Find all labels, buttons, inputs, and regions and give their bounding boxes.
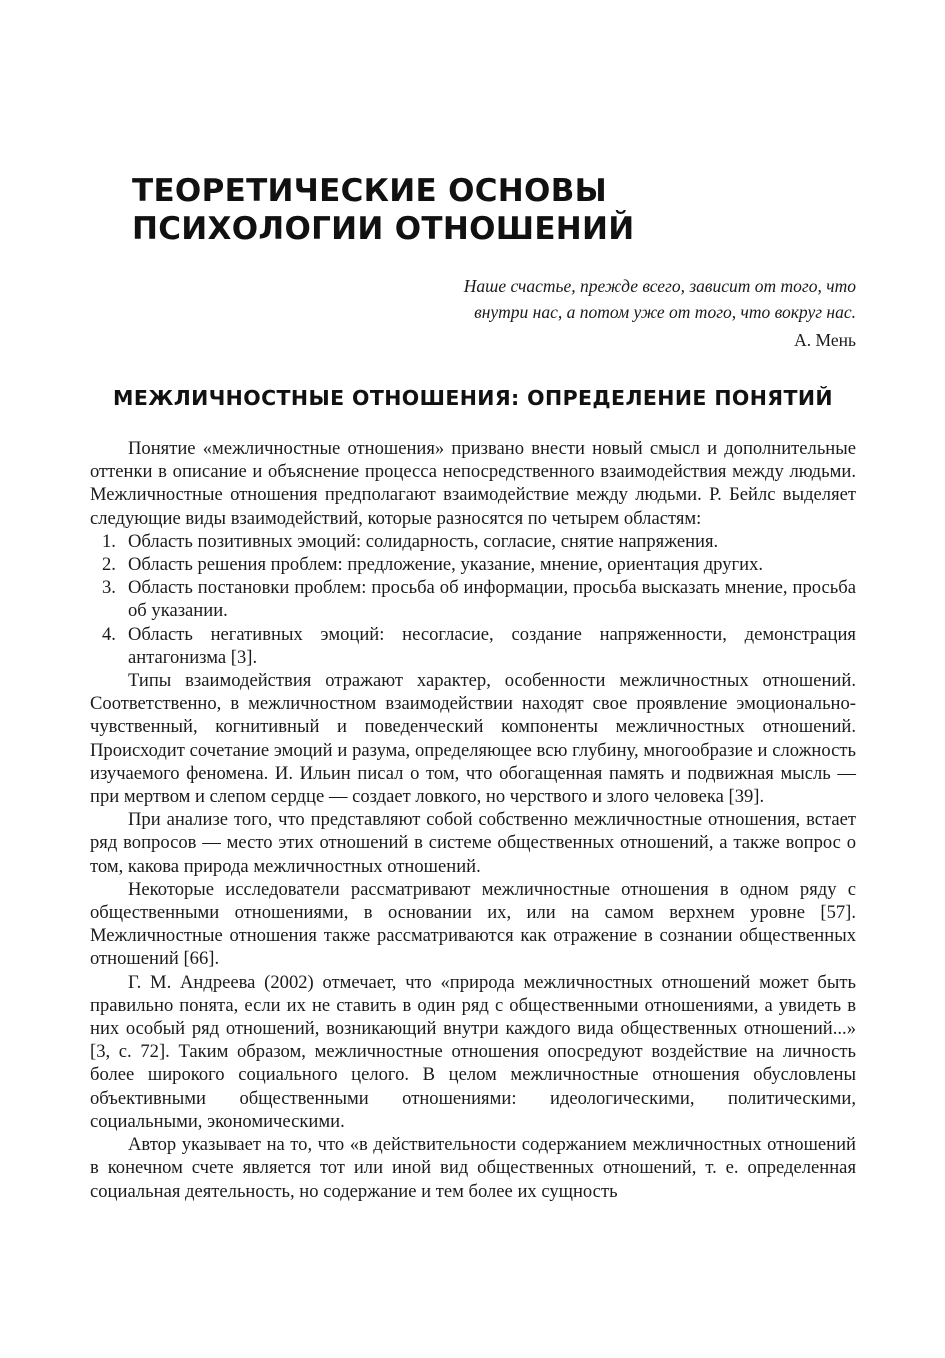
interaction-areas-list xyxy=(90,530,856,669)
body-text xyxy=(90,437,856,1203)
paragraph-2: Типы взаимодействия отражают характер, особенности межличностных отношений. Соответственно, в межличностном взаимодействии находят свое проявление эмоционально-чувственный, когнитивный и поведенческий компоненты межличностных отношений. Происходит сочетание эмоций и разума, определяющее всю глубину, многообразие и сложность изучаемого феномена. И. Ильин писал о том, что обогащенная память и подвижная мысль — при мертвом и слепом сердце — создает ловкого, но черствого и злого человека [39]. xyxy=(90,670,856,808)
list-item-number: 3. xyxy=(102,577,116,599)
list-item-text: Область постановки проблем: просьба об информации, просьба высказать мнение, просьба об указании. xyxy=(128,577,856,622)
epigraph-line-1: Наше счастье, прежде всего, зависит от того, что xyxy=(463,276,856,296)
list-item xyxy=(90,530,856,553)
paragraph-5: Г. М. Андреева (2002) отмечает, что «природа межличностных отношений может быть правильно понята, если их не ставить в один ряд с общественными отношениями, а увидеть в них особый ряд отношений, возникающий внутри каждого вида общественных отношений...» [3, с. 72]. Таким образом, межличностные отношения опосредуют воздействие на личность более широкого социального целого. В целом межличностные отношения обусловлены объективными общественными отношениями: идеологическими, политическими, социальными, экономическими. xyxy=(90,971,856,1132)
list-item xyxy=(90,553,856,576)
list-item-number: 4. xyxy=(102,623,116,645)
paragraph-4: Некоторые исследователи рассматривают межличностные отношения в одном ряду с общественными отношениями, в основании их, или на самом верхнем уровне [57]. Межличностные отношения также рассматриваются как отражение в сознании общественных отношений [66]. xyxy=(90,878,856,970)
list-item-text: Область негативных эмоций: несогласие, создание напряженности, демонстрация антагонизма [3]. xyxy=(128,623,856,668)
list-item-number: 2. xyxy=(102,554,116,576)
epigraph xyxy=(336,273,856,353)
chapter-title xyxy=(132,172,635,248)
list-item-number: 1. xyxy=(102,530,116,552)
list-item-text: Область решения проблем: предложение, указание, мнение, ориентация других. xyxy=(128,554,764,576)
section-title: МЕЖЛИЧНОСТНЫЕ ОТНОШЕНИЯ: ОПРЕДЕЛЕНИЕ ПОНЯТИЙ xyxy=(113,386,833,410)
epigraph-line-2: внутри нас, а потом уже от того, что вокруг нас. xyxy=(474,302,856,322)
document-page xyxy=(90,0,856,1358)
chapter-title-line-1: ТЕОРЕТИЧЕСКИЕ ОСНОВЫ xyxy=(132,173,608,209)
epigraph-author: А. Мень xyxy=(794,330,856,350)
paragraph-6: Автор указывает на то, что «в действительности содержанием межличностных отношений в конечном счете является тот или иной вид общественных отношений, т. е. определенная социальная деятельность, но содержание и тем более их сущность xyxy=(90,1134,856,1202)
paragraph-3: При анализе того, что представляют собой собственно межличностные отношения, встает ряд вопросов — место этих отношений в системе общественных отношений, а также вопрос о том, какова природа межличностных отношений. xyxy=(90,809,856,877)
paragraph-1: Понятие «межличностные отношения» призвано внести новый смысл и дополнительные оттенки в описание и объяснение процесса непосредственного взаимодействия между людьми. Межличностные отношения предполагают взаимодействие между людьми. Р. Бейлс выделяет следующие виды взаимодействий, которые разносятся по четырем областям: xyxy=(90,438,856,529)
list-item-text: Область позитивных эмоций: солидарность, согласие, снятие напряжения. xyxy=(128,530,719,552)
chapter-title-line-2: ПСИХОЛОГИИ ОТНОШЕНИЙ xyxy=(132,211,635,247)
list-item xyxy=(90,576,856,622)
list-item xyxy=(90,623,856,669)
